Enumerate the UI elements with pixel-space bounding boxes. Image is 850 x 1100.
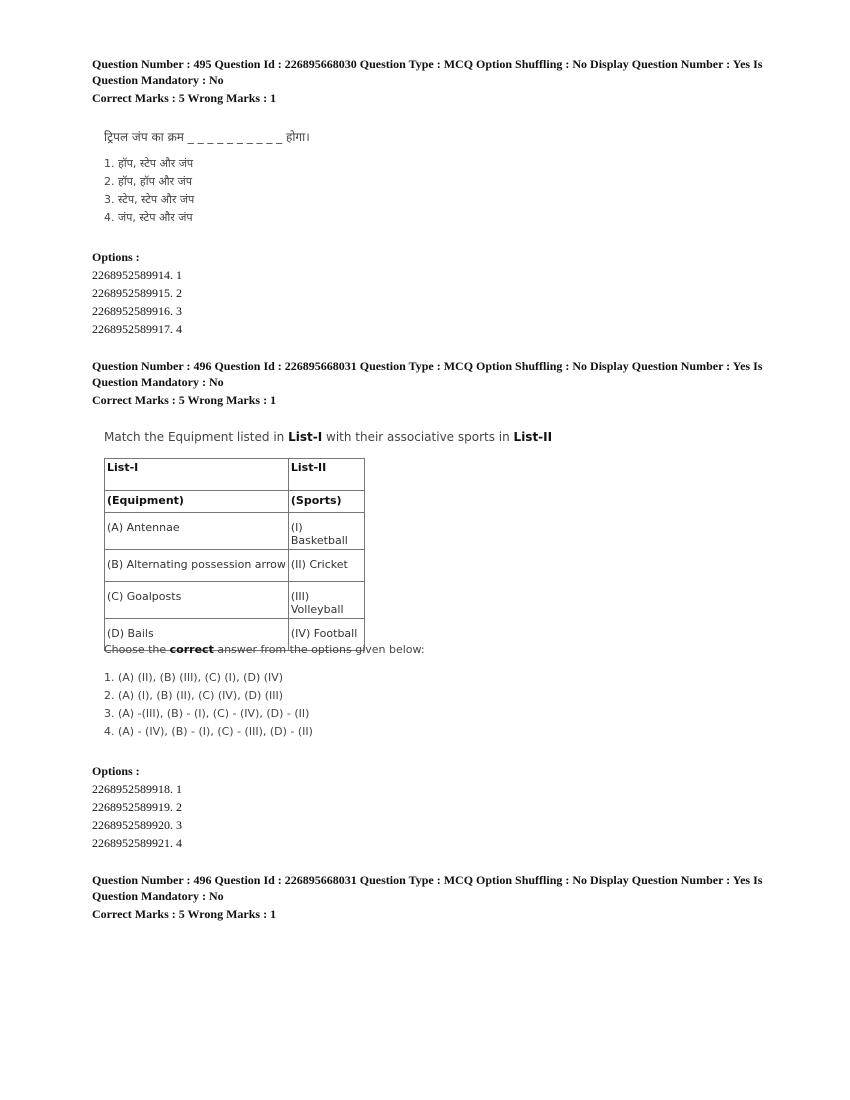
question-stem: ट्रिपल जंप का क्रम _ _ _ _ _ _ _ _ _ _ होगा।: [104, 130, 310, 144]
question-meta-line: Question Number : 495 Question Id : 226895668030 Question Type : MCQ Option Shuffling : No Display Question Number : Yes Is: [92, 57, 763, 71]
marks-line: Correct Marks : 5 Wrong Marks : 1: [92, 91, 277, 105]
question-meta-line: Question Number : 496 Question Id : 226895668031 Question Type : MCQ Option Shuffling : No Display Question Number : Yes Is: [92, 359, 763, 373]
table-cell: (D) Bails: [105, 619, 289, 651]
choice-item: 3. स्टेप, स्टेप और जंप: [104, 193, 195, 206]
choice-item: 3. (A) -(III), (B) - (I), (C) - (IV), (D) - (II): [104, 707, 310, 720]
stem-list2: List-II: [513, 430, 553, 444]
stem-text: with their associative sports in: [322, 430, 514, 444]
choice-item: 4. (A) - (IV), (B) - (I), (C) - (III), (D) - (II): [104, 725, 313, 738]
choice-item: 2. हॉप, हॉप और जंप: [104, 175, 193, 188]
table-cell: (IV) Football: [288, 619, 364, 651]
table-cell: (B) Alternating possession arrow: [105, 550, 289, 582]
table-row: [105, 550, 365, 582]
table-subheader-equipment: (Equipment): [105, 491, 289, 513]
option-item: 2268952589914. 1: [92, 268, 182, 282]
table-cell: (III) Volleyball: [288, 582, 364, 619]
choice-item: 1. (A) (II), (B) (III), (C) (I), (D) (IV): [104, 671, 284, 684]
option-item: 2268952589917. 4: [92, 322, 182, 336]
question-495-header: [92, 56, 772, 106]
choose-instruction: [104, 643, 425, 656]
table-subheader-sports: (Sports): [288, 491, 364, 513]
question-496-header: [92, 358, 772, 408]
table-header-list2: List-II: [288, 459, 364, 491]
choose-bold: correct: [169, 643, 214, 656]
option-item: 2268952589920. 3: [92, 818, 182, 832]
marks-line: Correct Marks : 5 Wrong Marks : 1: [92, 907, 277, 921]
option-item: 2268952589918. 1: [92, 782, 182, 796]
choose-text: answer from the options given below:: [213, 643, 425, 656]
choice-item: 1. हॉप, स्टेप और जंप: [104, 157, 194, 170]
question-meta-line: Question Mandatory : No: [92, 889, 224, 903]
stem-text: Match the Equipment listed in: [104, 430, 289, 444]
choose-text: Choose the: [104, 643, 170, 656]
choice-item: 4. जंप, स्टेप और जंप: [104, 211, 193, 224]
question-meta-line: Question Mandatory : No: [92, 73, 224, 87]
question-496-repeat-header: [92, 872, 772, 922]
stem-list1: List-I: [288, 430, 323, 444]
table-row: [105, 582, 365, 619]
options-header: Options :: [92, 250, 140, 264]
table-row: [105, 513, 365, 550]
match-table: [104, 458, 365, 651]
table-cell: (A) Antennae: [105, 513, 289, 550]
choice-item: 2. (A) (I), (B) (II), (C) (IV), (D) (III): [104, 689, 284, 702]
options-header: Options :: [92, 764, 140, 778]
table-cell: (I) Basketball: [288, 513, 364, 550]
option-item: 2268952589921. 4: [92, 836, 182, 850]
option-item: 2268952589916. 3: [92, 304, 182, 318]
table-cell: (II) Cricket: [288, 550, 364, 582]
option-item: 2268952589915. 2: [92, 286, 182, 300]
question-495-options: [92, 248, 182, 338]
table-header-list1: List-I: [105, 459, 289, 491]
option-item: 2268952589919. 2: [92, 800, 182, 814]
marks-line: Correct Marks : 5 Wrong Marks : 1: [92, 393, 277, 407]
table-cell: (C) Goalposts: [105, 582, 289, 619]
question-stem: [104, 430, 552, 444]
question-meta-line: Question Number : 496 Question Id : 226895668031 Question Type : MCQ Option Shuffling : No Display Question Number : Yes Is: [92, 873, 763, 887]
question-meta-line: Question Mandatory : No: [92, 375, 224, 389]
question-496-options: [92, 762, 182, 852]
